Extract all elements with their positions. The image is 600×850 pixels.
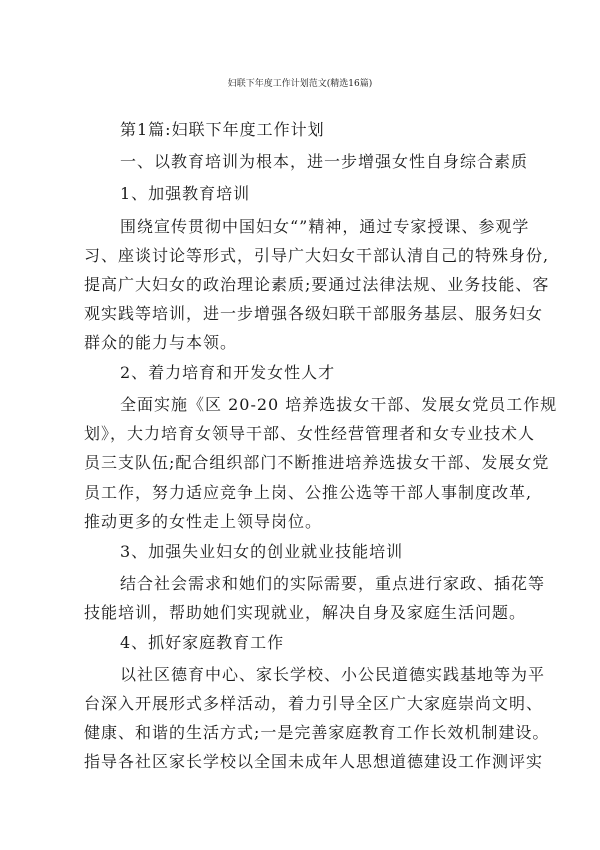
paragraph-line: 划》，大力培育女领导干部、女性经营管理者和女专业技术人: [84, 424, 536, 443]
section-heading: 第1篇:妇联下年度工作计划: [120, 120, 325, 139]
paragraph-line: 指导各社区家长学校以全国未成年人思想道德建设工作测评实: [84, 752, 544, 771]
paragraph-line: 群众的能力与本领。: [84, 333, 238, 352]
item-heading: 4、抓好家庭教育工作: [120, 633, 285, 652]
item-heading: 3、加强失业妇女的创业就业技能培训: [120, 542, 404, 561]
paragraph-line: 提高广大妇女的政治理论素质;要通过法律法规、业务技能、客: [84, 275, 550, 294]
document-title: 妇联下年度工作计划范文(精选16篇): [227, 79, 373, 89]
item-heading: 1、加强教育培训: [120, 184, 251, 203]
item-heading: 2、着力培育和开发女性人才: [120, 363, 336, 382]
paragraph-line: 结合社会需求和她们的实际需要，重点进行家政、插花等: [120, 574, 546, 593]
part-heading: 一、以教育培训为根本，进一步增强女性自身综合素质: [120, 152, 529, 171]
paragraph-line: 台深入开展形式多样活动，着力引导全区广大家庭崇尚文明、: [84, 694, 544, 713]
paragraph-line: 以社区德育中心、家长学校、小公民道德实践基地等为平: [120, 665, 546, 684]
paragraph-line: 全面实施《区 20-20 培养选拔女干部、发展女党员工作规: [120, 395, 558, 414]
paragraph-line: 围绕宣传贯彻中国妇女“”精神，通过专家授课、参观学: [120, 217, 530, 236]
paragraph-line: 员三支队伍;配合组织部门不断推进培养选拔女干部、发展女党: [84, 453, 550, 472]
paragraph-line: 推动更多的女性走上领导岗位。: [84, 512, 323, 531]
paragraph-line: 员工作，努力适应竞争上岗、公推公选等干部人事制度改革,: [84, 483, 533, 502]
paragraph-line: 观实践等培训，进一步增强各级妇联干部服务基层、服务妇女: [84, 304, 544, 323]
paragraph-line: 健康、和谐的生活方式;一是完善家庭教育工作长效机制建设。: [84, 723, 550, 742]
paragraph-line: 习、座谈讨论等形式，引导广大妇女干部认清自己的特殊身份,: [84, 246, 550, 265]
paragraph-line: 技能培训，帮助她们实现就业，解决自身及家庭生活问题。: [84, 603, 527, 622]
